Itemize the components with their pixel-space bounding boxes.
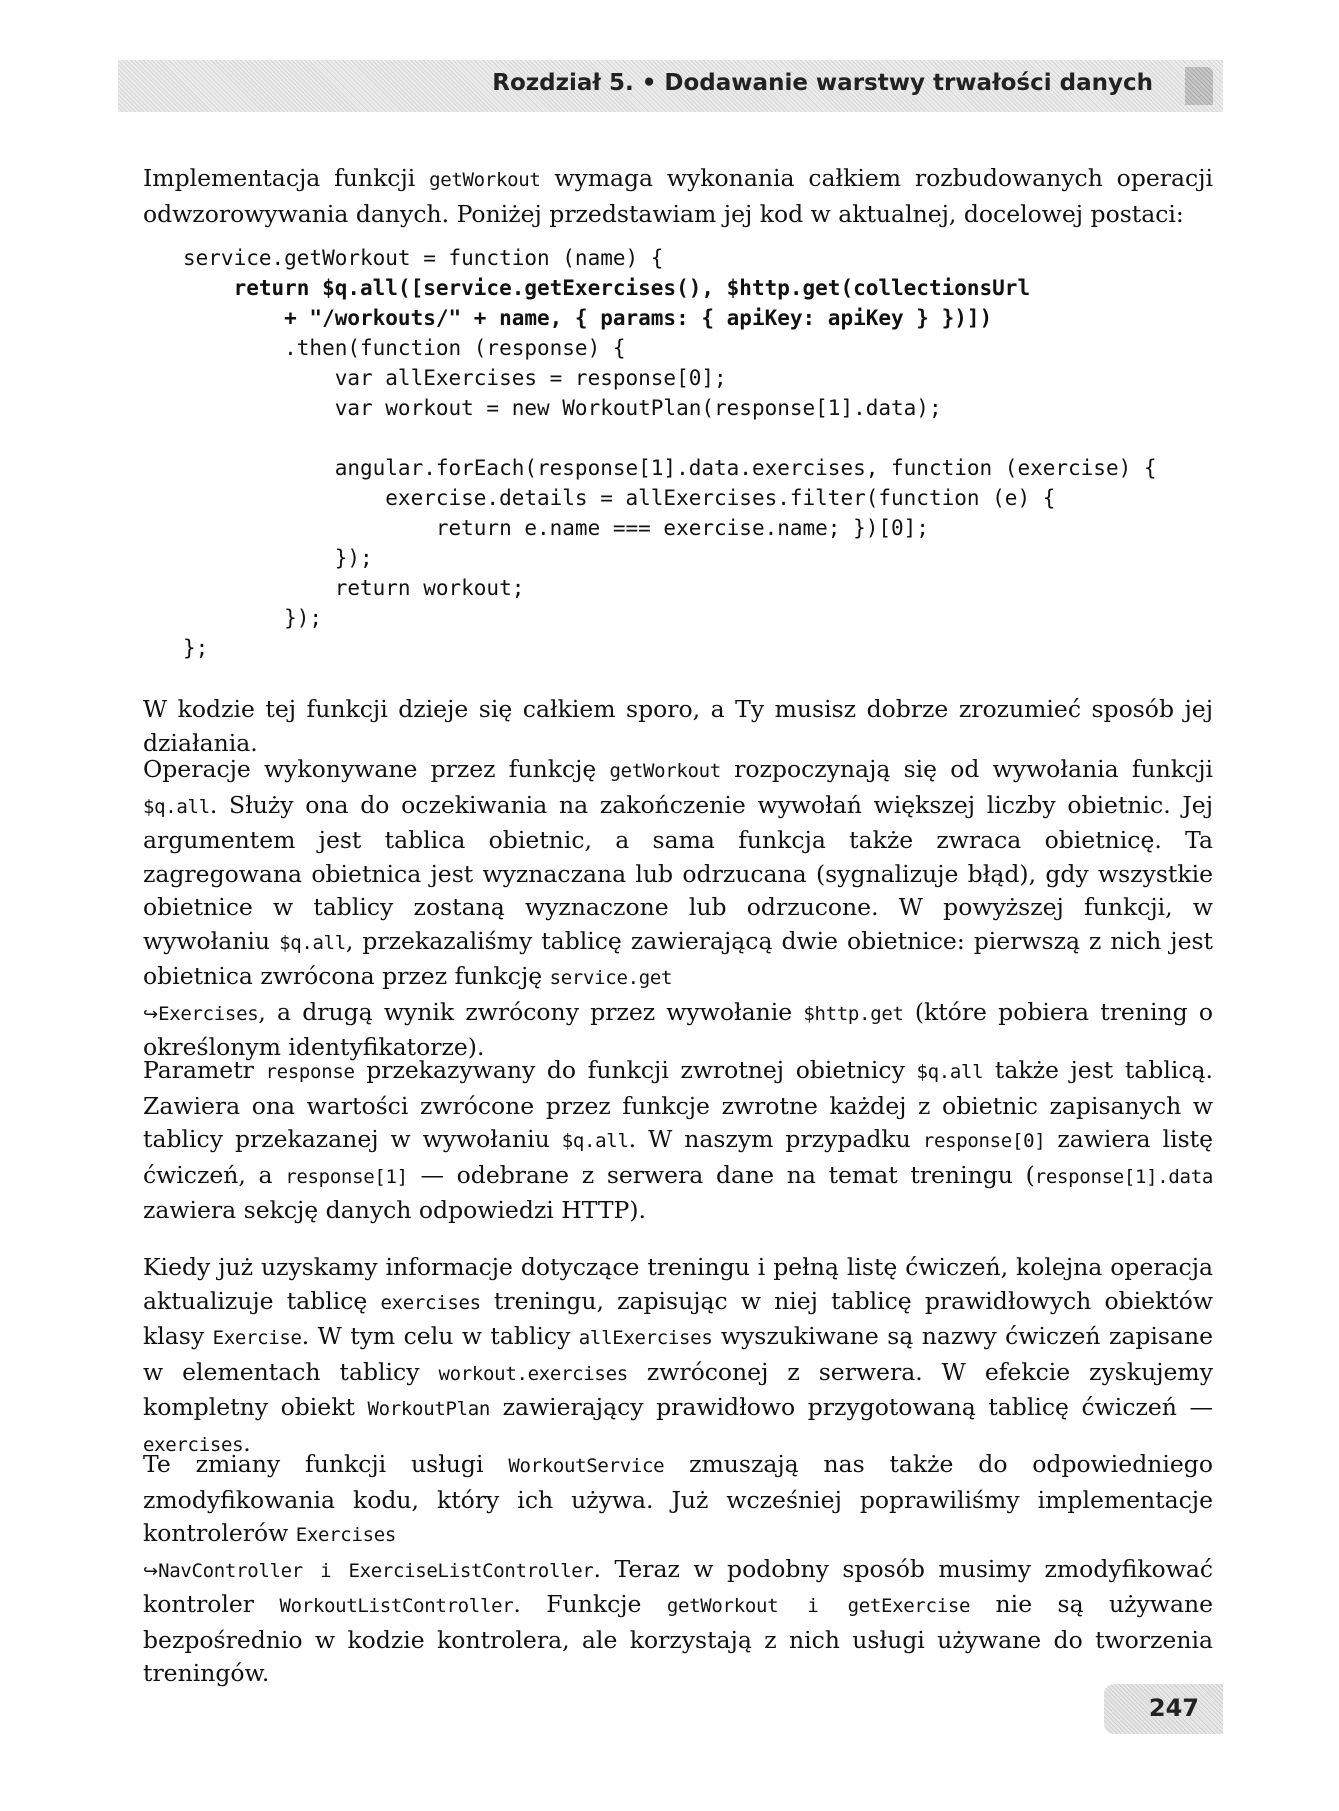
chapter-header-bar <box>118 60 1223 112</box>
inline-code: Exercises <box>295 1524 397 1546</box>
inline-code: exercises <box>380 1291 481 1314</box>
text-run: . Funkcje <box>513 1590 667 1618</box>
text-run: i <box>778 1595 848 1617</box>
text-run: nie są używane bezpośrednio w kodzie kontrolera, ale korzystają z nich usługi używane do tworzenia treningów. <box>143 1590 1213 1687</box>
inline-code: $q.all <box>916 1061 984 1083</box>
inline-code: getWorkout <box>666 1595 779 1617</box>
paragraph-service-changes <box>143 1448 1213 1691</box>
text-run: . <box>243 1428 251 1457</box>
code-line: var allExercises = response[0]; <box>183 366 727 390</box>
inline-code: response <box>265 1061 355 1083</box>
paragraph-intro <box>143 162 1213 231</box>
inline-code: NavController <box>158 1559 303 1582</box>
code-listing <box>183 243 1157 663</box>
text-run: Operacje wykonywane przez funkcję <box>143 755 610 783</box>
inline-code: Exercises <box>158 1002 259 1025</box>
page-number-badge <box>1104 1684 1223 1734</box>
page-number: 247 <box>1148 1694 1199 1722</box>
inline-code: WorkoutPlan <box>367 1398 491 1420</box>
text-run: zmuszają nas także do odpowiedniego zmodyfikowania kodu, który ich używa. Już wcześniej poprawiliśmy implementacje kontrolerów <box>143 1450 1213 1547</box>
paragraph-exercises-update <box>143 1251 1213 1462</box>
line-wrap-arrow-icon: ↪ <box>143 1560 159 1582</box>
text-run: zawiera listę ćwiczeń, a <box>143 1125 1213 1189</box>
code-line: }); <box>183 606 323 630</box>
text-run: wymaga wykonania całkiem rozbudowanych operacji odwzorowywania danych. Poniżej przedstawiam jej kod w aktualnej, docelowej postaci: <box>143 164 1213 228</box>
text-run: . Służy ona do oczekiwania na zakończenie wywołań większej liczby obietnic. Jej argumentem jest tablica obietnic, a sama funkcja także zwraca obietnicę. Ta zagregowana obietnica jest wyznaczana lub odrzucana (sygnalizuje błąd), gdy wszystkie obietnice w tablicy zostaną wyznaczone lub odrzucone. W powyższej funkcji, w wywołaniu <box>143 790 1213 955</box>
inline-code: exercises <box>143 1433 244 1456</box>
text-run: . W tym celu w tablicy <box>301 1322 579 1350</box>
inline-code: getWorkout <box>609 760 721 782</box>
inline-code: getExercise <box>847 1595 971 1617</box>
code-line: }; <box>183 636 209 660</box>
code-line: .then(function (response) { <box>183 336 626 360</box>
inline-code: $q.all <box>143 795 210 818</box>
text-run: zawierający prawidłowo przygotowaną tablicę ćwiczeń — <box>490 1393 1213 1421</box>
code-line: angular.forEach(response[1].data.exercises, function (exercise) { <box>183 456 1157 480</box>
text-run: — odebrane z serwera dane na temat treningu ( <box>407 1160 1035 1189</box>
line-wrap-arrow-icon: ↪ <box>143 1003 159 1025</box>
header-tab-marker <box>1185 67 1213 105</box>
inline-code: $q.all <box>279 931 346 954</box>
inline-code: allExercises <box>578 1327 713 1349</box>
text-run: . Teraz w podobny sposób musimy zmodyfikować kontroler <box>143 1554 1213 1618</box>
inline-code: service.get <box>549 967 673 989</box>
text-run: Implementacja funkcji <box>143 164 430 192</box>
inline-code: response[1] <box>285 1165 408 1188</box>
code-line: service.getWorkout = function (name) { <box>183 246 664 270</box>
text-run: treningu, zapisując w niej tablicę prawidłowych obiektów klasy <box>143 1286 1214 1350</box>
text-run: , przekazaliśmy tablicę zawierającą dwie obietnice: pierwszą z nich jest obietnica zwrócona przez funkcję <box>143 926 1213 990</box>
text-run: Parametr <box>143 1056 266 1084</box>
inline-code: $http.get <box>803 1002 904 1025</box>
code-line: + "/workouts/" + name, { params: { apiKey: apiKey } })]) <box>183 306 993 330</box>
inline-code: getWorkout <box>429 169 541 191</box>
text-run: zawiera sekcję danych odpowiedzi HTTP). <box>143 1196 646 1224</box>
inline-code: Exercise <box>212 1327 302 1349</box>
text-run: W kodzie tej funkcji dzieje się całkiem sporo, a Ty musisz dobrze zrozumieć sposób jej działania. <box>143 695 1213 757</box>
text-run: . W naszym przypadku <box>628 1125 923 1153</box>
inline-code: ExerciseListController <box>348 1559 594 1582</box>
chapter-title: Rozdział 5. • Dodawanie warstwy trwałości danych <box>492 70 1153 96</box>
inline-code: $q.all <box>561 1130 629 1152</box>
code-line: var workout = new WorkoutPlan(response[1].data); <box>183 396 942 420</box>
paragraph-response-parameter <box>143 1054 1213 1228</box>
inline-code: WorkoutService <box>508 1455 665 1477</box>
inline-code: WorkoutListController <box>279 1595 514 1617</box>
paragraph-q-all-explanation <box>143 753 1213 1065</box>
text-run: rozpoczynają się od wywołania funkcji <box>720 755 1214 783</box>
inline-code: response[1].data <box>1034 1165 1213 1188</box>
inline-code: response[0] <box>922 1130 1046 1152</box>
text-run: i <box>302 1559 349 1582</box>
text-run: (które pobiera trening o określonym identyfikatorze). <box>143 997 1214 1061</box>
text-run: zwróconej z serwera. W efekcie zyskujemy kompletny obiekt <box>143 1357 1213 1421</box>
inline-code: workout.exercises <box>438 1362 628 1385</box>
code-line <box>183 423 1157 453</box>
text-run: , a drugą wynik zwrócony przez wywołanie <box>258 997 804 1026</box>
code-line: return $q.all([service.getExercises(), $http.get(collectionsUrl <box>183 276 1031 300</box>
code-line: }); <box>183 546 373 570</box>
paragraph-summary <box>143 693 1213 760</box>
text-run: przekazywany do funkcji zwrotnej obietnicy <box>354 1056 917 1084</box>
text-run: także jest tablicą. Zawiera ona wartości zwrócone przez funkcje zwrotne każdej z obietnic zapisanych w tablicy przekazanej w wywołaniu <box>143 1056 1213 1153</box>
text-run: wyszukiwane są nazwy ćwiczeń zapisane w elementach tablicy <box>143 1322 1214 1386</box>
code-line: return e.name === exercise.name; })[0]; <box>183 516 929 540</box>
text-run: Te zmiany funkcji usługi <box>143 1450 509 1478</box>
code-line: exercise.details = allExercises.filter(function (e) { <box>183 486 1056 510</box>
text-run: Kiedy już uzyskamy informacje dotyczące treningu i pełną listę ćwiczeń, kolejna operacja aktualizuje tablicę <box>143 1253 1213 1315</box>
code-line: return workout; <box>183 576 525 600</box>
